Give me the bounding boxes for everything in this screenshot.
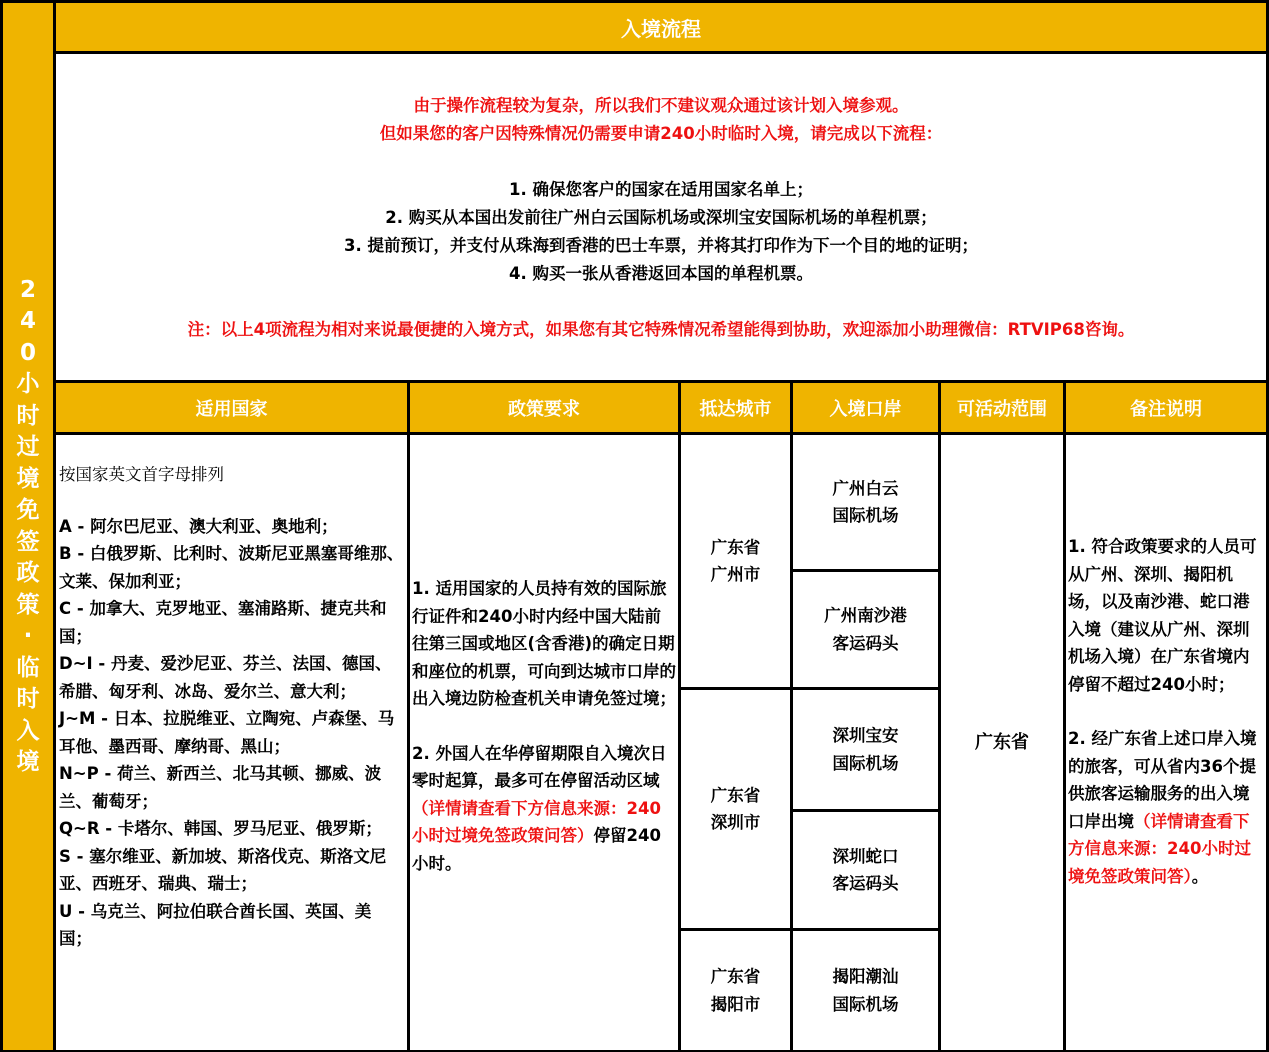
warning-line: 由于操作流程较为复杂，所以我们不建议观众通过该计划入境参观。: [413, 96, 909, 115]
range-cell: 广东省: [941, 435, 1063, 1050]
remark-source-note: （详情请查看下方信息来源：240小时过境免签政策问答）: [1068, 811, 1251, 886]
intro-block: [56, 54, 1266, 380]
step-item: 4. 购买一张从香港返回本国的单程机票。: [509, 264, 813, 283]
policy-source-note: （详情请查看下方信息来源：240小时过境免签政策问答）: [412, 798, 661, 845]
port-nansha: 广州南沙港 客运码头: [793, 572, 938, 687]
header-countries: 适用国家: [56, 383, 407, 432]
intro-note: 注：以上4项流程为相对来说最便捷的入境方式，如果您有其它特殊情况希望能得到协助，欢迎添加小助理微信：RTVIP68咨询。: [187, 320, 1135, 339]
countries-intro: 按国家英文首字母排列: [59, 465, 224, 484]
header-port: 入境口岸: [793, 383, 938, 432]
port-baoan: 深圳宝安 国际机场: [793, 690, 938, 809]
policy-item-1: 1. 适用国家的人员持有效的国际旅行证件和240小时内经中国大陆前往第三国或地区(含香港)的确定日期和座位的机票，可向到达城市口岸的出入境边防检查机关申请免签过境；: [412, 579, 676, 708]
port-shekou: 深圳蛇口 客运码头: [793, 812, 938, 928]
header-range: 可活动范围: [941, 383, 1063, 432]
city-shenzhen: 广东省 深圳市: [681, 690, 790, 928]
country-group: S - 塞尔维亚、新加坡、斯洛伐克、斯洛文尼亚、西班牙、瑞典、瑞士；: [59, 846, 387, 893]
remark-text: 2. 经广东省上述口岸入境的旅客，可从省内36个提供旅客运输服务的出入境口岸出境: [1068, 729, 1257, 831]
policy-item-2: [412, 740, 676, 878]
warning-line: 但如果您的客户因特殊情况仍需要申请240小时临时入境，请完成以下流程：: [379, 124, 943, 143]
banner: 入境流程: [56, 3, 1266, 51]
intro-warning: [56, 92, 1266, 148]
country-group: Q~R - 卡塔尔、韩国、罗马尼亚、俄罗斯；: [59, 819, 382, 838]
port-baiyun: 广州白云 国际机场: [793, 435, 938, 569]
country-group: J~M - 日本、拉脱维亚、立陶宛、卢森堡、马耳他、墨西哥、摩纳哥、黑山；: [59, 709, 395, 756]
side-title: 240小时过境免签政策·临时入境: [16, 276, 40, 775]
country-group: A - 阿尔巴尼亚、澳大利亚、奥地利；: [59, 516, 338, 536]
policy-text: 2. 外国人在华停留期限自入境次日零时起算，最多可在停留活动区域: [412, 743, 667, 790]
countries-cell: [56, 435, 407, 1050]
step-item: 1. 确保您客户的国家在适用国家名单上；: [509, 180, 813, 199]
policy-cell: [410, 435, 678, 1050]
port-chaoshan: 揭阳潮汕 国际机场: [793, 931, 938, 1050]
intro-steps: [56, 176, 1266, 288]
country-group: D~I - 丹麦、爱沙尼亚、芬兰、法国、德国、希腊、匈牙利、冰岛、爱尔兰、意大利；: [59, 654, 392, 701]
remark-text-end: 。: [1191, 866, 1209, 886]
remark-item-2: [1068, 725, 1264, 890]
step-item: 2. 购买从本国出发前往广州白云国际机场或深圳宝安国际机场的单程机票；: [385, 208, 937, 227]
policy-text-end: 停留240小时。: [412, 826, 661, 873]
country-group: B - 白俄罗斯、比利时、波斯尼亚黑塞哥维那、文莱、保加利亚；: [59, 544, 404, 591]
header-city: 抵达城市: [681, 383, 790, 432]
remarks-cell: [1066, 435, 1266, 1050]
header-remarks: 备注说明: [1066, 383, 1266, 432]
country-group: N~P - 荷兰、新西兰、北马其顿、挪威、波兰、葡萄牙；: [59, 764, 382, 811]
city-jieyang: 广东省 揭阳市: [681, 931, 790, 1050]
header-policy: 政策要求: [410, 383, 678, 432]
city-guangzhou: 广东省 广州市: [681, 435, 790, 687]
remark-item-1: 1. 符合政策要求的人员可从广州、深圳、揭阳机场，以及南沙港、蛇口港入境（建议从广州、深圳机场入境）在广东省境内停留不超过240小时；: [1068, 537, 1257, 694]
step-item: 3. 提前预订，并支付从珠海到香港的巴士车票，并将其打印作为下一个目的地的证明；: [344, 236, 978, 255]
country-group: U - 乌克兰、阿拉伯联合酋长国、英国、美国；: [59, 901, 372, 948]
country-group: C - 加拿大、克罗地亚、塞浦路斯、捷克共和国；: [59, 599, 387, 646]
side-title-bar: [3, 3, 53, 1050]
